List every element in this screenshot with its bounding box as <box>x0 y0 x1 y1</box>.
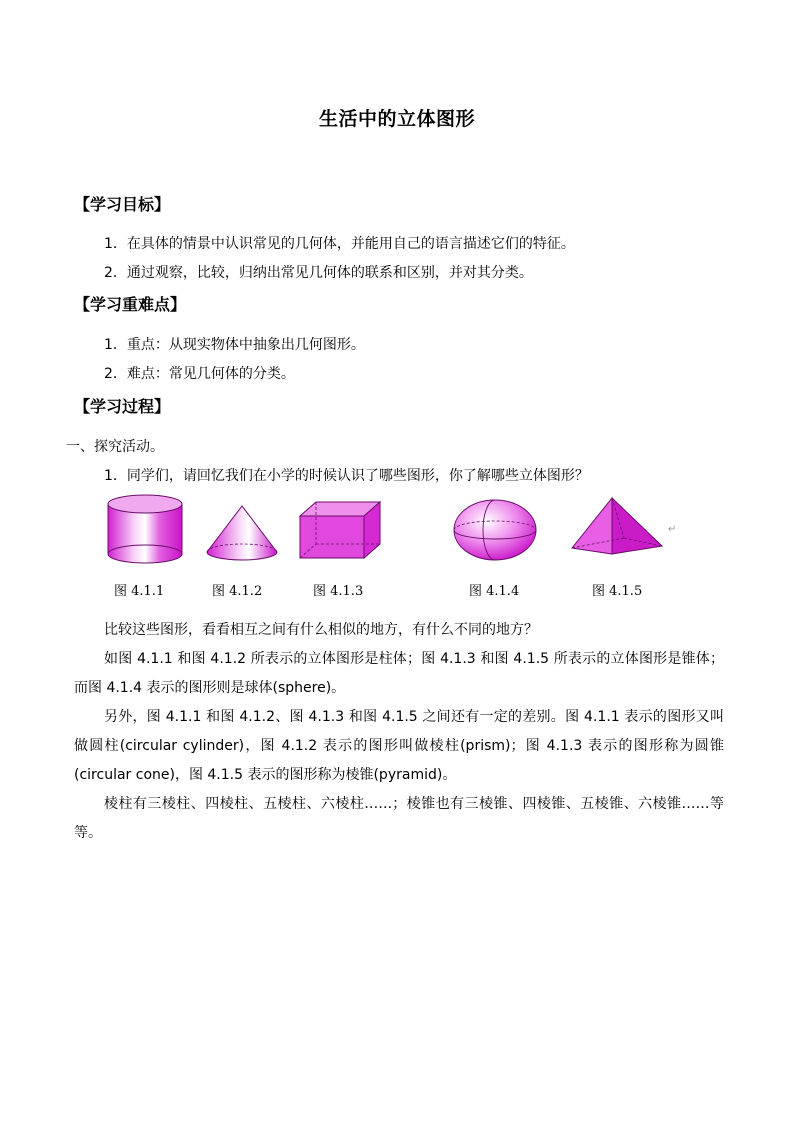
key-point-item-2: 2．难点：常见几何体的分类。 <box>104 366 295 382</box>
sphere-figure <box>454 500 536 560</box>
section-title: 一、探究活动。 <box>66 439 164 455</box>
cuboid-figure <box>300 502 380 558</box>
paragraph-1: 比较这些图形，看看相互之间有什么相似的地方，有什么不同的地方？ <box>104 622 538 638</box>
page-title: 生活中的立体图形 <box>318 108 475 130</box>
goal-item-1: 1．在具体的情景中认识常见的几何体，并能用自己的语言描述它们的特征。 <box>104 236 575 252</box>
figures-row <box>104 492 704 572</box>
pyramid-figure <box>572 498 662 554</box>
paragraph-2: 如图 4.1.1 和图 4.1.2 所表示的立体图形是柱体；图 4.1.3 和图 4.1.5 所表示的立体图形是锥体；而图 4.1.4 表示的图形则是球体(sphere)。 <box>74 651 724 696</box>
key-point-item-1: 1．重点：从现实物体中抽象出几何图形。 <box>104 337 365 353</box>
cone-figure <box>207 506 277 560</box>
paragraph-mark-icon: ↵ <box>668 524 677 535</box>
paragraph-3: 另外，图 4.1.1 和图 4.1.2、图 4.1.3 和图 4.1.5 之间还有一定的差别。图 4.1.1 表示的图形又叫做圆柱(circular cylinder)，图 4.1.2 表示的图形叫做棱柱(prism)；图 4.1.3 表示的图形称为圆锥(circular cone)，图 4.1.5 表示的图形称为棱锥(pyramid)。 <box>74 709 724 783</box>
cylinder-figure <box>108 495 182 563</box>
figure-caption-2: 图 4.1.2 <box>212 584 263 599</box>
process-heading: 【学习过程】 <box>74 397 171 416</box>
question-1: 1．同学们，请回忆我们在小学的时候认识了哪些图形，你了解哪些立体图形？ <box>104 468 589 484</box>
figure-caption-5: 图 4.1.5 <box>592 584 643 599</box>
body-text <box>74 616 724 848</box>
paragraph-4: 棱柱有三棱柱、四棱柱、五棱柱、六棱柱……；棱锥也有三棱锥、四棱锥、五棱锥、六棱锥……等等。 <box>74 796 724 841</box>
figure-caption-1: 图 4.1.1 <box>114 584 165 599</box>
goals-heading: 【学习目标】 <box>74 195 171 214</box>
figure-caption-4: 图 4.1.4 <box>469 584 520 599</box>
goal-item-2: 2．通过观察，比较，归纳出常见几何体的联系和区别，并对其分类。 <box>104 265 533 281</box>
figure-caption-3: 图 4.1.3 <box>313 584 364 599</box>
key-points-heading: 【学习重难点】 <box>74 295 187 314</box>
